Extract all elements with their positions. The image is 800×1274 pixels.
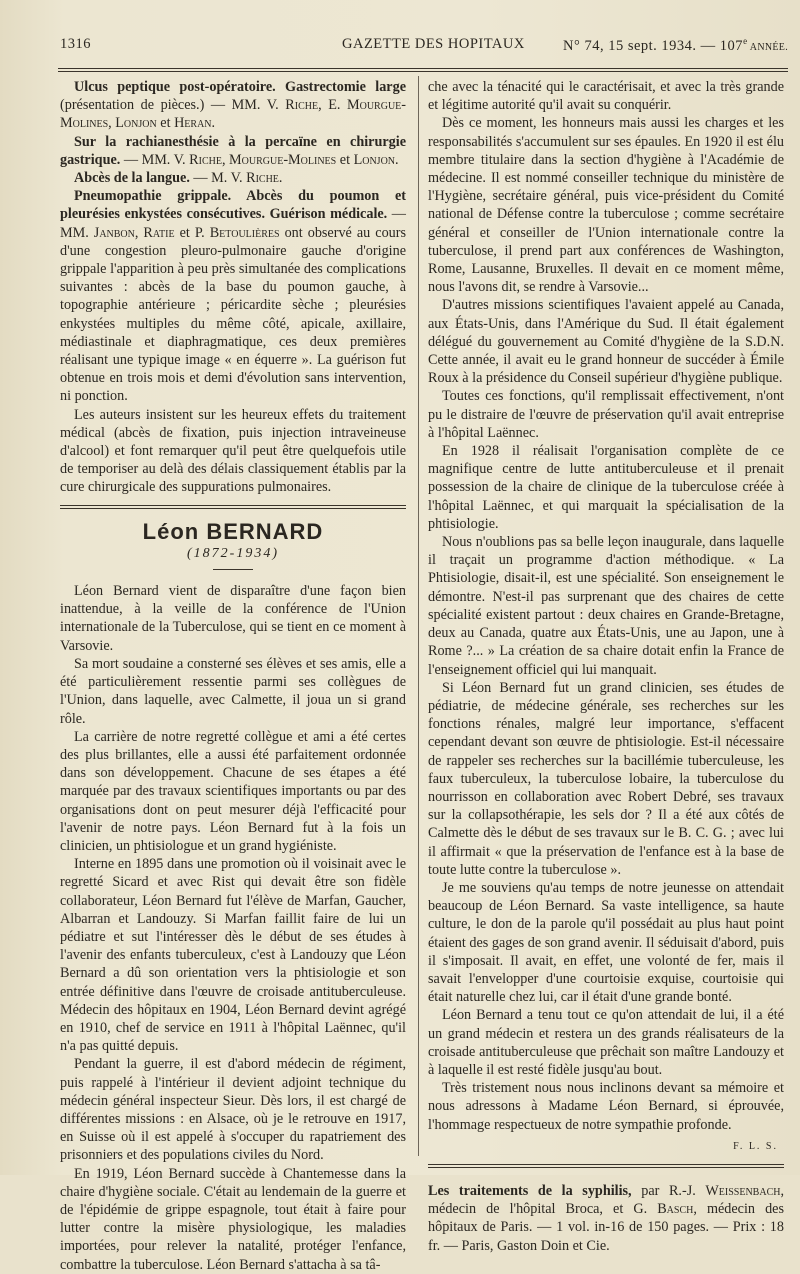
- pneumo-author2: Betoulières: [209, 224, 280, 241]
- column-divider: [418, 76, 419, 1156]
- obituary-left-text: [60, 582, 406, 1274]
- entry-rest: — M. V.: [189, 170, 247, 187]
- entry-rest: (présentation de pièces.) — MM. V.: [60, 97, 286, 114]
- obituary-title: Léon BERNARD: [142, 518, 324, 544]
- issue-suffix: ANNÉE.: [747, 41, 788, 53]
- entry-authors: Riche, Mourgue-Molines: [189, 151, 337, 168]
- entry-tail: et: [156, 115, 175, 132]
- entry-end: .: [211, 115, 216, 132]
- obituary-paragraph: En 1928 il réalisait l'organisation complète de ce magnifique centre de lutte antituberculeuse et il prenait possession de la chaire de clinique de la tuberculose créée à l'hôpital Laënnec, et qui marquait la spécialisation de la phtisiologie.: [428, 443, 784, 532]
- header-rule-2: [58, 71, 788, 72]
- entry-last: Heran: [174, 115, 212, 132]
- page-number: 1316: [60, 36, 91, 52]
- section-rule-2: [428, 1164, 784, 1168]
- obituary-rule: [213, 569, 253, 570]
- obituary-paragraph: Je me souviens qu'au temps de notre jeunesse on attendait beaucoup de Léon Bernard. Sa vaste intelligence, sa haute culture, le don de la parole qu'il possédait au plus haut point étaient des gages de son grand avenir. Il séduisait d'abord, puis il s'imposait. Il avait, en effet, une volonté de fer, mais il savait l'envelopper d'une courtoisie exquise, courtoisie qui était naturelle chez lui, car il était d'une grande bonté.: [428, 879, 784, 1006]
- book-title: Les traitements de la syphilis,: [428, 1182, 632, 1199]
- entry-title: Sur la rachianesthésie à la percaïne en chirurgie gastrique.: [60, 133, 406, 168]
- entry-title: Abcès de la langue.: [74, 170, 190, 187]
- obituary-paragraph: Sa mort soudaine a consterné ses élèves et ses amis, elle a été particulièrement ressentie parmi ses collègues de l'Union, dans laquelle, avec Calmette, il joua un si grand rôle.: [60, 655, 406, 727]
- obituary-paragraph: Toutes ces fonctions, qu'il remplissait effectivement, n'ont pu le distraire de l'œuvre de préservation qu'il avait entreprise à l'hôpital Laënnec.: [428, 388, 784, 441]
- obituary-paragraph: Léon Bernard a tenu tout ce qu'on attendait de lui, il a été un grand médecin et restera un des grands réalisateurs de la croisade antituberculeuse que prêchait son maître Landouzy et à laquelle il est resté fidèle jusqu'au bout.: [428, 1007, 784, 1078]
- obituary-signature: F. L. S.: [733, 1140, 778, 1152]
- entry-authors: Riche, E. Mourgue-Molines, Lonjon: [60, 97, 407, 132]
- book-author2: Basch: [657, 1201, 694, 1218]
- entry-rachi: [60, 133, 406, 169]
- pneumo-paragraph-2: Les auteurs insistent sur les heureux effets du traitement médical (abcès de fixation, puis injection intraveineuse d'alcool) et font remarquer qu'il peut être quelquefois utile de temporiser au delà des délais classiquement établis par la cure chirurgicale des suppurations pulmonaires.: [60, 406, 406, 496]
- obituary-paragraph: Interne en 1895 dans une promotion où il voisinait avec le regretté Sicard et avec Rist qui devait être son fidèle collaborateur, Léon Bernard fut l'élève de Marfan, Gaucher, Albarran et Landouzy. Si Marfan faillit faire de lui un pédiatre et sut l'intéresser dès le début de ses études à l'avenir des enfants tuberculeux, c'est à Landouzy que Léon Bernard a dû son orientation vers la phtisiologie et son entrée définitive dans l'œuvre de croisade antituberculeuse. Médecin des hôpitaux en 1904, Léon Bernard devint agrégé en 1910, chef de service en 1911 à l'hôpital Laënnec, qu'il n'a pas quitté depuis.: [60, 856, 406, 1055]
- entry-pneumo: [60, 187, 406, 405]
- entry-tail: et: [336, 151, 354, 168]
- right-column: [428, 78, 784, 1255]
- entry-authors: Riche: [246, 170, 279, 187]
- entry-abces: [60, 169, 406, 187]
- obituary-paragraph: En 1919, Léon Bernard succède à Chantemesse dans la chaire d'hygiène sociale. C'était au lendemain de la guerre et de l'épidémie de grippe espagnole, tout était à faire pour lutter contre la misère physiologique, les maladies importées, pour relever la natalité, protéger l'enfance, combattre la tuberculose. Léon Bernard s'attacha à sa tâ-: [60, 1165, 406, 1273]
- book-by: par R.-J.: [631, 1182, 706, 1199]
- entry-last: Lonjon: [353, 151, 396, 168]
- book-mid: , médecin de l'hôpital Broca, et G.: [428, 1182, 785, 1218]
- left-column: [60, 78, 406, 1274]
- obituary-paragraph: D'autres missions scientifiques l'avaient appelé au Canada, aux États-Unis, dans l'Amérique du Sud. Il était également délégué du gouvernement au Comité d'hygiène de la S.D.N. Cette année, il avait eu le grand honneur de succéder à Émile Roux à la présidence du Conseil supérieur d'hygiène publique.: [428, 297, 784, 387]
- pneumo-authors: Janbon, Ratie: [93, 224, 175, 241]
- obituary-right-text: [428, 78, 784, 1134]
- section-rule: [60, 505, 406, 509]
- obituary-paragraph: Très tristement nous nous inclinons devant sa mémoire et nous adressons à Madame Léon Bernard, si éprouvée, l'hommage respectueux de notre sympathie profonde.: [428, 1080, 784, 1133]
- obituary-paragraph: che avec la ténacité qui le caractérisait, et avec la très grande et légitime autorité qu'il avait su conquérir.: [428, 79, 784, 114]
- obituary-paragraph: La carrière de notre regretté collègue et ami a été certes des plus brillantes, elle a aussi été parfaitement ordonnée dans son développement. Chacune de ses étapes a été marquée par des travaux scientifiques importants ou par des organisations dont on peut mesurer déjà l'efficacité pour l'avenir de notre pays. Léon Bernard fut à la fois un clinicien, un phtisiologue et un grand hygiéniste.: [60, 728, 406, 854]
- book-author1: Weissenbach: [705, 1182, 781, 1199]
- entry-ulcus: [60, 78, 406, 133]
- obituary-dates: (1872-1934): [187, 545, 279, 561]
- entry-title: Ulcus peptique post-opératoire. Gastrectomie large: [74, 79, 406, 95]
- pneumo-mid: et P.: [174, 224, 210, 241]
- book-review: [428, 1182, 784, 1255]
- entry-rest: — MM. V.: [120, 151, 190, 168]
- header-rule: [58, 68, 788, 69]
- journal-title: GAZETTE DES HOPITAUX: [342, 36, 525, 52]
- entry-end: .: [278, 170, 283, 187]
- obituary-paragraph: Léon Bernard vient de disparaître d'une façon bien inattendue, à la veille de la conférence de l'Union internationale de la Tuberculose, qui se tient en ce moment à Varsovie.: [60, 583, 406, 654]
- obituary-paragraph: Nous n'oublions pas sa belle leçon inaugurale, dans laquelle il traçait un programme d'action méthodique. « La Phtisiologie, disait-il, est une spécialité. Son enseignement le démontre. N'est-il pas surprenant que des chaires de cette spécialité existent partout : deux chaires en Grande-Bretagne, deux au Canada, quatre aux États-Unis, une au Japon, une à Rome ?... » La création de sa chaire dotait enfin la France de l'enseignement officiel qui lui manquait.: [428, 534, 784, 678]
- book-rest: , médecin des hôpitaux de Paris. — 1 vol. in-16 de 150 pages. — Prix : 18 fr. — Paris, Gaston Doin et Cie.: [428, 1201, 784, 1254]
- issue-info: [563, 36, 788, 55]
- pneumo-pre: — MM.: [60, 206, 406, 241]
- entry-end: .: [395, 151, 399, 168]
- obituary-paragraph: Si Léon Bernard fut un grand clinicien, ses études de pédiatrie, de médecine générale, ses recherches sur les fonctions rénales, malgré leur importance, s'effacent cependant devant son œuvre de phtisiologie. Est-il nécessaire de rappeler ses recherches sur la bacillémie tuberculeuse, les faux tuberculeux, la tuberculose lobaire, la tuberculose du nourrisson en collaboration avec Robert Debré, ses travaux sur la collapsothérapie, les sels dor ? Il a été aux côtés de Calmette dès le début de ses travaux sur le B. C. G. ; avec lui il affirmait « que la préservation de l'enfance est à la base de toute lutte contre la tuberculose ».: [428, 679, 784, 878]
- obituary-paragraph: Dès ce moment, les honneurs mais aussi les charges et les responsabilités s'accumulent sur ses épaules. En 1920 il est élu membre titulaire dans la section d'hygiène à l'Académie de médecine. Il est nommé conseiller technique du ministère de l'Hygiène, secrétaire général, puis vice-président du Comité national de Défense contre la tuberculose ; comme secrétaire général et conseiller de l'Union internationale contre la tuberculose, il prend part aux conférences de Washington, Rome, Lausanne, Bruxelles. Il devait en ce moment même, nous l'avons dit, se rendre à Varsovie...: [428, 115, 784, 296]
- pneumo-text: ont observé au cours d'une congestion pleuro-pulmonaire gauche d'origine grippale l'apparition à peu près simultanée des complications suivantes : abcès de la base du poumon gauche, à topographie antérieure ; péricardite sèche ; pleurésies enkystées multiples du même côté, apicale, axillaire, médiastinale et diaphragmatique, ces deux premières réalisant une typique image « en équerre ». La guérison fut obtenue en trois mois et demi d'évolution sans intervention, ni ponction.: [60, 224, 406, 405]
- pneumo-title: Pneumopathie grippale. Abcès du poumon et pleurésies enkystées consécutives. Guérison médicale.: [60, 188, 406, 223]
- issue-date: N° 74, 15 sept. 1934. — 107: [563, 37, 744, 54]
- page-header: [60, 36, 788, 62]
- obituary-paragraph: Pendant la guerre, il est d'abord médecin de régiment, puis rappelé à l'intérieur il devient adjoint technique du médecin général inspecteur Sieur. Dès lors, il est chargé de différentes missions : en Alsace, où je le retrouve en 1917, en Suisse où il est appelé à s'occuper du rapatriement des prisonniers et des populations civiles du Nord.: [60, 1056, 406, 1164]
- issue-sup: e: [743, 36, 748, 46]
